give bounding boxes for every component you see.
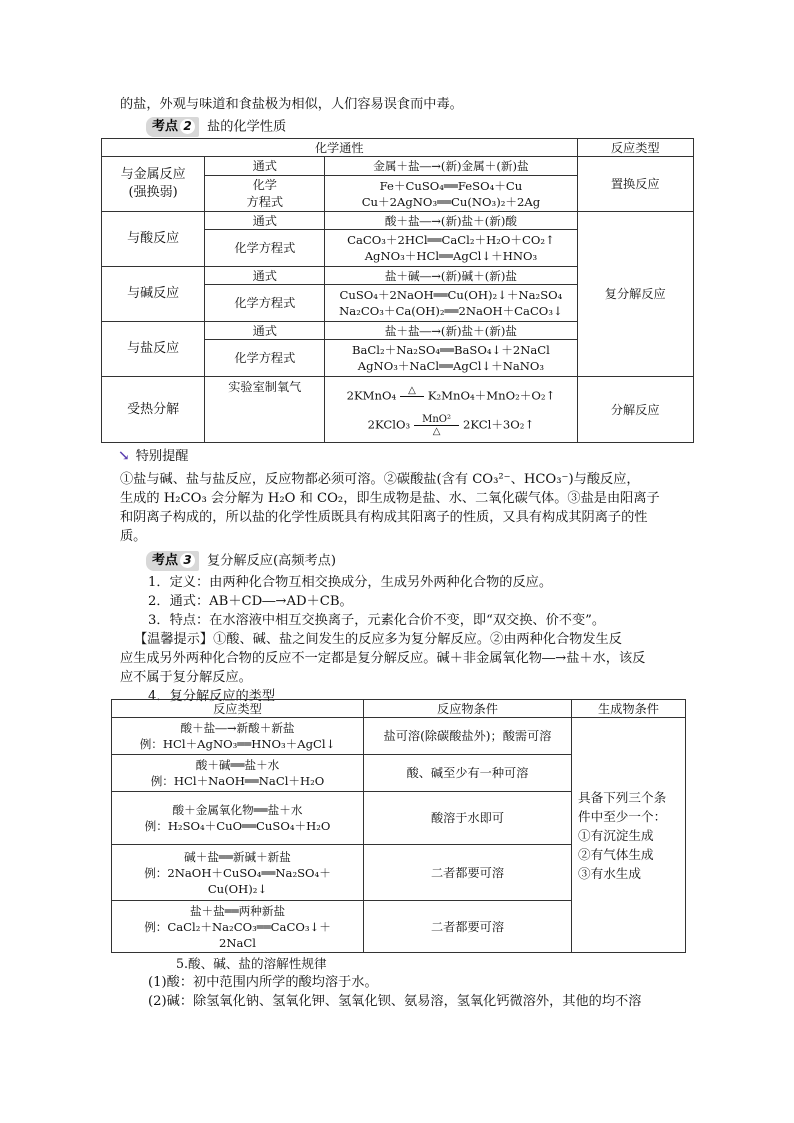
- kaodian-2-heading: [146, 117, 286, 137]
- metal-eq-key: 化学 方程式: [205, 176, 325, 212]
- salt-eq-2: AgNO₃＋NaCl══AgCl↓＋NaNO₃: [357, 359, 545, 373]
- t2-row4-type: 碱＋盐══新碱＋新盐: [184, 849, 291, 864]
- acid-general-key: 通式: [205, 212, 325, 230]
- arrow-icon: ↘: [118, 448, 130, 464]
- item-feature: 3．特点：在水溶液中相互交换离子，元素化合价不变，即“双交换、价不变”。: [148, 613, 606, 628]
- t2-row2-example: 例：HCl＋NaOH══NaCl＋H₂O: [150, 774, 325, 788]
- tip-line-3: 和阴离子构成的，所以盐的化学性质既具有构成其阳离子的性质，又具有构成其阴离子的性: [120, 510, 648, 525]
- heat-eq-1: 2KMnO₄ △ K₂MnO₄＋MnO₂＋O₂↑: [346, 384, 556, 402]
- kaodian-3-body: [120, 573, 700, 706]
- t2-product-conditions: 具备下列三个条 件中至少一个： ①有沉淀生成 ②有气体生成 ③有水生成: [572, 718, 686, 953]
- acid-eq-2: AgNO₃＋HCl══AgCl↓＋HNO₃: [364, 249, 538, 263]
- t2-row5-example-cont: 2NaCl: [218, 935, 256, 950]
- tip-line-2: 生成的 H₂CO₃ 会分解为 H₂O 和 CO₂，即生成物是盐、水、二氧化碳气体。③盐是由阳离子: [120, 491, 660, 506]
- t2-row2-type: 酸＋碱══盐＋水: [195, 758, 280, 772]
- row-label-salt: 与盐反应: [102, 322, 205, 377]
- salt-general-eq: 盐＋盐―→(新)盐＋(新)盐: [325, 322, 577, 340]
- acid-eq-1: CaCO₃＋2HCl══CaCl₂＋H₂O＋CO₂↑: [347, 233, 555, 247]
- t2-row1-cond: 盐可溶(除碳酸盐外)；酸需可溶: [364, 718, 572, 755]
- heat-eq-2: 2KClO₃ $\frac{\text{MnO²}}{\triangle}$ 2KCl＋3O₂↑: [367, 413, 535, 437]
- double-decomposition-table: [111, 699, 686, 953]
- t2-header-product: 生成物条件: [572, 700, 686, 718]
- t2-row3-cond: 酸溶于水即可: [364, 792, 572, 845]
- kaodian-badge: 考点 2: [146, 117, 199, 137]
- salt-properties-table: [101, 138, 694, 443]
- t2-row5-cond: 二者都要可溶: [364, 901, 572, 953]
- tip-line-4: 质。: [120, 529, 147, 544]
- type-decomposition: 分解反应: [577, 377, 694, 443]
- kaodian-3-heading: [146, 551, 336, 571]
- t2-header-reactant: 反应物条件: [364, 700, 572, 718]
- base-general-eq: 盐＋碱―→(新)碱＋(新)盐: [325, 267, 577, 285]
- item-types: 4．复分解反应的类型: [148, 689, 276, 704]
- t2-row3-type: 酸＋金属氧化物══盐＋水: [172, 803, 303, 817]
- section-5-base: (2)碱：除氢氧化钠、氢氧化钾、氢氧化钡、氨易溶，氢氧化钙微溶外，其他的均不溶: [148, 994, 642, 1009]
- section-5-title: 5.酸、碱、盐的溶解性规律: [176, 956, 327, 971]
- row-label-acid: 与酸反应: [102, 212, 205, 267]
- t2-header-type: 反应类型: [112, 700, 364, 718]
- acid-general-eq: 酸＋盐―→(新)盐＋(新)酸: [325, 212, 577, 230]
- header-type: 反应类型: [577, 139, 694, 157]
- row-label-heat: 受热分解: [102, 377, 205, 443]
- type-displacement: 置换反应: [577, 157, 694, 212]
- section-5: [120, 954, 700, 1011]
- section-5-acid: (1)酸：初中范围内所学的酸均溶于水。: [148, 975, 378, 990]
- acid-eq-key: 化学方程式: [205, 230, 325, 267]
- item-definition: 1．定义：由两种化合物互相交换成分，生成另外两种化合物的反应。: [148, 575, 553, 590]
- base-eq-key: 化学方程式: [205, 285, 325, 322]
- metal-eq-2: Cu＋2AgNO₃══Cu(NO₃)₂＋2Ag: [361, 194, 541, 209]
- intro-text: 的盐，外观与味道和食盐极为相似，人们容易误食而中毒。: [120, 97, 463, 112]
- salt-eq-key: 化学方程式: [205, 340, 325, 377]
- kaodian-badge: 考点 3: [146, 551, 199, 571]
- t2-row1-example: 例：HCl＋AgNO₃══HNO₃＋AgCl↓: [139, 737, 336, 751]
- t2-row4-example-cont: Cu(OH)₂↓: [207, 881, 268, 896]
- tip-heading: ↘ 特别提醒: [118, 448, 189, 464]
- t2-row5-example: 例：CaCl₂＋Na₂CO₃══CaCO₃↓＋: [144, 919, 331, 934]
- base-eq-1: CuSO₄＋2NaOH══Cu(OH)₂↓＋Na₂SO₄: [339, 288, 563, 302]
- base-eq-2: Na₂CO₃＋Ca(OH)₂══2NaOH＋CaCO₃↓: [339, 304, 563, 318]
- t2-row2-cond: 酸、碱至少有一种可溶: [364, 755, 572, 792]
- salt-general-key: 通式: [205, 322, 325, 340]
- tip-line-1: ①盐与碱、盐与盐反应，反应物都必须可溶。②碳酸盐(含有 CO₃²⁻、HCO₃⁻)与酸反应，: [120, 472, 640, 487]
- t2-row3-example: 例：H₂SO₄＋CuO══CuSO₄＋H₂O: [144, 819, 331, 833]
- row-label-base: 与碱反应: [102, 267, 205, 322]
- t2-row4-cond: 二者都要可溶: [364, 845, 572, 901]
- header-general: 化学通性: [102, 139, 578, 157]
- base-general-key: 通式: [205, 267, 325, 285]
- warm-tip-3: 应不属于复分解反应。: [120, 670, 252, 685]
- t2-row5-type: 盐＋盐══两种新盐: [189, 903, 286, 918]
- kaodian-2-title: 盐的化学性质: [207, 119, 287, 135]
- salt-eq-1: BaCl₂＋Na₂SO₄══BaSO₄↓＋2NaCl: [351, 343, 550, 357]
- metal-general-key: 通式: [205, 157, 325, 176]
- type-double-decomposition: 复分解反应: [577, 212, 694, 377]
- tip-body: [120, 470, 700, 546]
- row-label-metal: 与金属反应 (强换弱): [102, 157, 205, 212]
- metal-general-eq: 金属＋盐―→(新)金属＋(新)盐: [325, 157, 577, 176]
- t2-row1-type: 酸＋盐―→新酸＋新盐: [180, 721, 295, 735]
- metal-eq-1: Fe＋CuSO₄══FeSO₄＋Cu: [379, 178, 523, 193]
- warm-tip-1: 【温馨提示】①酸、碱、盐之间发生的反应多为复分解反应。②由两种化合物发生反: [134, 632, 622, 647]
- t2-row4-example: 例：2NaOH＋CuSO₄══Na₂SO₄＋: [144, 865, 331, 880]
- heat-key: 实验室制氧气: [205, 377, 325, 443]
- item-formula: 2．通式：AB＋CD―→AD＋CB。: [148, 594, 353, 609]
- kaodian-3-title: 复分解反应(高频考点): [207, 553, 336, 569]
- warm-tip-2: 应生成另外两种化合物的反应不一定都是复分解反应。碱＋非金属氧化物―→盐＋水，该反: [120, 651, 646, 666]
